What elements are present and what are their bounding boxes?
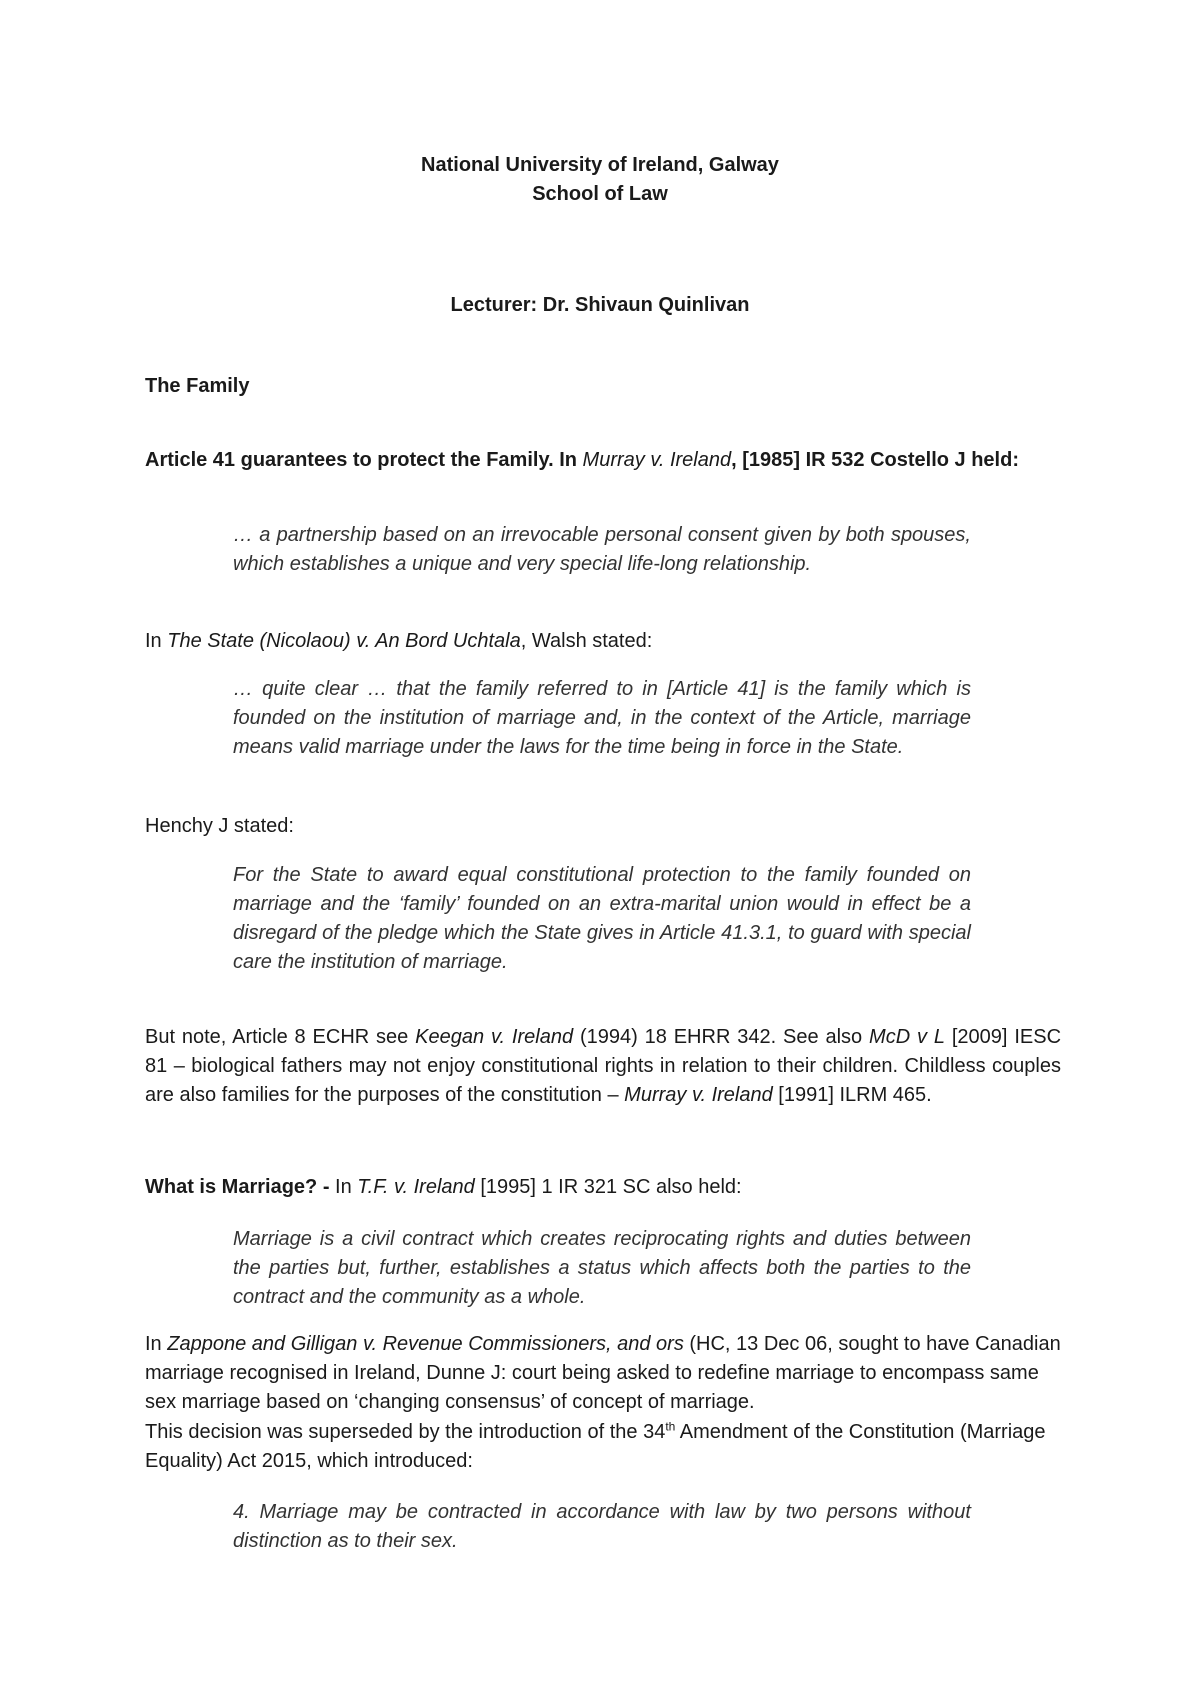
note-text-2: (1994) 18 EHRR 342. See also [573, 1026, 870, 1048]
quote-costello: … a partnership based on an irrevocable personal consent given by both spouses, which establishes a unique and very special life-long relationship. [233, 524, 971, 575]
case-citation: Zappone and Gilligan v. Revenue Commissioners, and ors [167, 1333, 684, 1355]
case-citation: Murray v. Ireland [624, 1084, 773, 1106]
note-text-3: [2009] IESC 81 – biological fathers may not enjoy constitutional rights in relation to their children. Childless couples are also families for the purposes of the constitution – [145, 1026, 1062, 1106]
amendment-lead: This decision was superseded by the introduction of the 34 [145, 1421, 666, 1443]
ordinal-suffix: th [665, 1419, 676, 1434]
quote-amendment: 4. Marriage may be contracted in accordance with law by two persons without distinction as to their sex. [233, 1501, 971, 1552]
marriage-lead: In [329, 1176, 358, 1198]
lecturer-name: Lecturer: Dr. Shivaun Quinlivan [450, 294, 750, 316]
marriage-paragraph [145, 1173, 1061, 1202]
note-paragraph [145, 1023, 1061, 1110]
zappone-tail: (HC, 13 Dec 06, sought to have Canadian marriage recognised in Ireland, Dunne J: court being asked to redefine marriage to encompass same sex marriage based on ‘changing consensus’ of concept of marriage. [145, 1333, 1061, 1413]
article41-tail: , [1985] IR 532 Costello J held: [731, 449, 1019, 471]
note-text-4: [1991] ILRM 465. [772, 1084, 932, 1106]
marriage-heading: What is Marriage? - [145, 1176, 330, 1198]
case-citation: Keegan v. Ireland [415, 1026, 574, 1048]
case-citation: The State (Nicolaou) v. An Bord Uchtala [167, 630, 521, 652]
nicolaou-paragraph [145, 627, 1061, 656]
zappone-paragraph [145, 1330, 1061, 1417]
quote-walsh: … quite clear … that the family referred to in [Article 41] is the family which is founded on the institution of marriage and, in the context of the Article, marriage means valid marriage under the laws for the time being in force in the State. [233, 678, 971, 758]
case-citation: T.F. v. Ireland [357, 1176, 475, 1198]
quote-henchy: For the State to award equal constitutional protection to the family founded on marriage and the ‘family’ founded on an extra-marital union would in effect be a disregard of the pledge which the State gives in Article 41.3.1, to guard with special care the institution of marriage. [233, 864, 971, 973]
university-name: National University of Ireland, Galway [421, 154, 779, 176]
zappone-lead: In [145, 1333, 168, 1355]
article41-paragraph [145, 446, 1061, 475]
case-citation: McD v L [869, 1026, 945, 1048]
amendment-tail: Amendment of the Constitution (Marriage Equality) Act 2015, which introduced: [145, 1421, 1046, 1472]
school-name: School of Law [532, 183, 668, 205]
case-citation: Murray v. Ireland [582, 449, 732, 471]
quote-tf: Marriage is a civil contract which creates reciprocating rights and duties between the parties but, further, establishes a status which affects both the parties to the contract and the community as a whole. [233, 1228, 971, 1308]
note-text-1: But note, Article 8 ECHR see [145, 1026, 416, 1048]
nicolaou-tail: , Walsh stated: [520, 630, 653, 652]
section-title: The Family [145, 375, 250, 397]
nicolaou-lead: In [145, 630, 168, 652]
henchy-paragraph: Henchy J stated: [145, 815, 294, 837]
marriage-tail: [1995] 1 IR 321 SC also held: [474, 1176, 742, 1198]
amendment-paragraph [145, 1418, 1061, 1476]
article41-lead: Article 41 guarantees to protect the Family. In [145, 449, 583, 471]
